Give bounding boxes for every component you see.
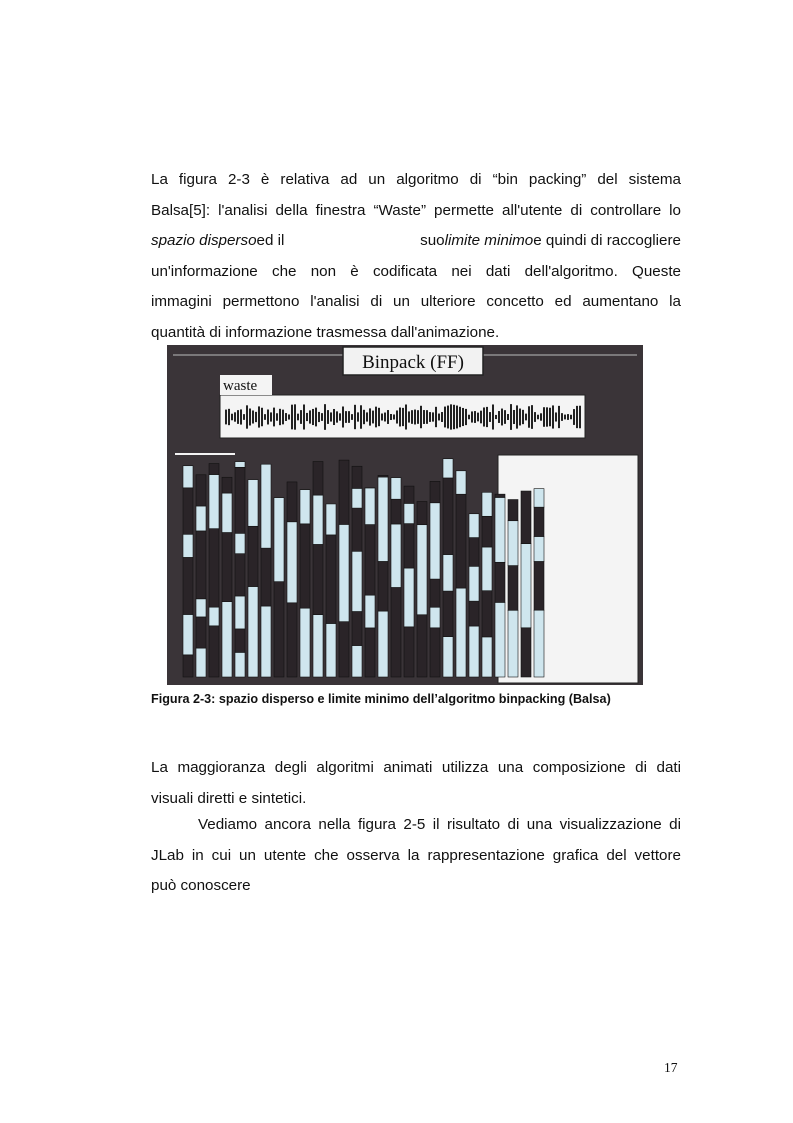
waste-spike: [522, 410, 524, 424]
paragraph-3-line-2: JLab in cui un utente che osserva la rappresentazione grafica del vettore: [151, 846, 681, 864]
bin-item: [482, 591, 492, 637]
waste-spike: [330, 412, 332, 421]
bin-item: [534, 561, 544, 610]
waste-spike: [387, 410, 389, 424]
term-limite-minimo: limite minimo: [444, 232, 534, 250]
bin-item: [391, 524, 401, 587]
text-fragment: e quindi di raccogliere: [533, 232, 681, 250]
bin-item: [443, 478, 453, 555]
bin-item: [391, 587, 401, 677]
bin-item: [261, 606, 271, 677]
page-number: 17: [664, 1060, 678, 1075]
bin-item: [222, 602, 232, 677]
bin-item: [183, 557, 193, 614]
waste-spike: [237, 410, 239, 424]
waste-spike: [297, 414, 299, 421]
bin-item: [183, 534, 193, 557]
waste-spike: [258, 406, 260, 427]
waste-spike: [351, 414, 353, 420]
waste-spike: [411, 410, 413, 424]
bin-item: [378, 477, 388, 561]
waste-spike: [393, 414, 395, 419]
waste-spike: [309, 410, 311, 423]
bin-item: [235, 596, 245, 629]
bin-item: [378, 611, 388, 677]
bin-item: [482, 492, 492, 516]
waste-spike: [414, 410, 416, 425]
bin-item: [430, 503, 440, 579]
bin-item: [209, 626, 219, 677]
waste-spike: [273, 408, 275, 427]
waste-spike: [555, 412, 557, 421]
waste-spike: [303, 404, 305, 429]
bin-item: [365, 525, 375, 596]
paragraph-1-line-6: quantità di informazione trasmessa dall'animazione.: [151, 323, 500, 341]
waste-spike: [399, 408, 401, 427]
waste-spike: [564, 415, 566, 420]
waste-spike: [471, 411, 473, 422]
waste-spike: [243, 414, 245, 420]
waste-spike: [396, 410, 398, 423]
waste-spike: [375, 407, 377, 428]
waste-spike: [315, 408, 317, 427]
bin-item: [456, 494, 466, 588]
waste-spike: [450, 404, 452, 429]
waste-spike: [426, 410, 428, 424]
waste-spike: [546, 407, 548, 426]
bin-item: [313, 462, 323, 496]
bin-item: [469, 538, 479, 567]
figure-title: Binpack (FF): [362, 352, 464, 373]
figure-binpack-screenshot: [167, 345, 643, 685]
waste-spike: [261, 408, 263, 426]
waste-spike: [381, 414, 383, 421]
waste-spike: [474, 411, 476, 423]
bin-item: [196, 506, 206, 531]
paragraph-2-line-1: La maggioranza degli algoritmi animati utilizza una composizione di dati: [151, 759, 681, 776]
waste-spike: [402, 408, 404, 426]
bin-item: [365, 488, 375, 525]
bin-item: [495, 562, 505, 602]
waste-spike: [372, 411, 374, 424]
bin-item: [469, 566, 479, 601]
paragraph-1-line-5: immagini permettono l'analisi di un ulteriore concetto ed aumentano la: [151, 293, 681, 311]
paragraph-1-line-1: La figura 2-3 è relativa ad un algoritmo di “bin packing” del sistema: [151, 171, 681, 188]
bin-item: [417, 615, 427, 677]
bin-item: [443, 637, 453, 677]
waste-spike: [354, 405, 356, 429]
waste-spike: [246, 405, 248, 428]
bin-item: [326, 535, 336, 624]
bin-item: [482, 516, 492, 547]
bin-item: [404, 568, 414, 627]
bin-item: [235, 533, 245, 553]
waste-spike: [441, 412, 443, 422]
text-fragment: ed il: [256, 232, 285, 250]
waste-spike: [507, 414, 509, 420]
bin-item: [404, 486, 414, 503]
bin-item: [378, 561, 388, 611]
waste-spike: [537, 415, 539, 420]
bin-item: [352, 488, 362, 508]
bin-item: [222, 493, 232, 532]
waste-spike: [408, 411, 410, 422]
waste-spike: [438, 414, 440, 421]
waste-spike: [306, 413, 308, 421]
bin-item: [339, 622, 349, 677]
bin-item: [287, 603, 297, 677]
bin-item: [521, 544, 531, 628]
waste-spike: [579, 406, 581, 429]
waste-spike: [327, 410, 329, 424]
waste-spike: [270, 412, 272, 421]
bin-item: [222, 477, 232, 493]
bin-item: [183, 655, 193, 677]
waste-spike: [444, 407, 446, 428]
paragraph-1: [151, 165, 681, 349]
bin-item: [248, 526, 258, 586]
bin-item: [417, 525, 427, 615]
bin-item: [430, 607, 440, 628]
bin-item: [313, 495, 323, 544]
waste-spike: [285, 413, 287, 421]
bin-item: [209, 464, 219, 475]
paragraph-3-line-3: può conoscere: [151, 877, 251, 895]
waste-spike: [264, 414, 266, 420]
bin-item: [235, 629, 245, 652]
bin-item: [235, 652, 245, 677]
waste-spike: [492, 404, 494, 429]
bin-item: [352, 508, 362, 551]
binpack-illustration: [167, 345, 643, 685]
bin-item: [352, 551, 362, 611]
waste-spike: [498, 411, 500, 423]
waste-spike: [390, 414, 392, 420]
bin-item: [456, 588, 466, 677]
waste-spike: [465, 409, 467, 425]
waste-spike: [435, 407, 437, 427]
waste-spike: [255, 412, 257, 422]
bin-item: [534, 536, 544, 561]
bin-item: [443, 459, 453, 478]
waste-spike: [318, 412, 320, 422]
waste-spike: [240, 409, 242, 424]
paragraph-2-line-2: visuali diretti e sintetici.: [151, 789, 307, 807]
bin-item: [482, 637, 492, 677]
waste-spike: [570, 415, 572, 419]
empty-bin-panel: [498, 455, 638, 683]
paragraph-1-line-3: [151, 226, 681, 257]
bin-item: [235, 462, 245, 468]
bin-item: [300, 608, 310, 677]
waste-spike: [501, 409, 503, 426]
bin-item: [417, 501, 427, 524]
waste-spike: [495, 415, 497, 419]
bin-item: [495, 494, 505, 497]
bin-item: [196, 599, 206, 617]
paragraph-1-line-2: Balsa[5]: l'analisi della finestra “Waste” permette all'utente di controllare lo: [151, 201, 681, 219]
waste-spike: [276, 413, 278, 420]
bin-item: [248, 587, 258, 677]
waste-spike: [456, 406, 458, 429]
waste-spike: [228, 409, 230, 425]
bin-item: [469, 626, 479, 677]
waste-spike: [225, 410, 227, 425]
waste-spike: [321, 413, 323, 421]
bin-item: [365, 595, 375, 628]
bin-item: [443, 591, 453, 637]
waste-spike: [279, 409, 281, 425]
bin-item: [534, 507, 544, 536]
paragraph-3-line-1: Vediamo ancora nella figura 2-5 il risultato di una visualizzazione di: [198, 816, 681, 833]
waste-spike: [342, 406, 344, 427]
waste-spike: [525, 414, 527, 421]
waste-label: waste: [223, 378, 258, 394]
bin-item: [365, 628, 375, 677]
bin-item: [430, 628, 440, 677]
term-spazio-disperso: spazio disperso: [151, 232, 257, 250]
waste-spike: [324, 404, 326, 430]
bin-item: [404, 524, 414, 568]
bin-item: [352, 466, 362, 488]
waste-spike: [357, 412, 359, 421]
bin-item: [209, 475, 219, 529]
waste-spike: [513, 410, 515, 424]
waste-spike: [489, 412, 491, 422]
bin-item: [183, 614, 193, 654]
waste-spike: [552, 405, 554, 428]
waste-spike: [333, 409, 335, 425]
bin-item: [274, 498, 284, 582]
waste-spike: [558, 406, 560, 428]
bin-item: [300, 490, 310, 524]
waste-spike: [483, 407, 485, 426]
waste-spike: [348, 411, 350, 423]
bin-item: [261, 464, 271, 548]
bin-item: [287, 482, 297, 522]
bin-item: [339, 460, 349, 524]
waste-spike: [510, 404, 512, 430]
waste-spike: [486, 407, 488, 427]
bin-item: [274, 582, 284, 677]
waste-spike: [360, 405, 362, 428]
waste-spike: [234, 412, 236, 421]
bin-item: [534, 610, 544, 677]
bin-item: [313, 615, 323, 677]
bin-item: [222, 533, 232, 602]
bin-item: [404, 503, 414, 523]
bin-item: [313, 544, 323, 614]
figure-caption: Figura 2-3: spazio disperso e limite minimo dell’algoritmo binpacking (Balsa): [151, 692, 611, 706]
paragraph-1-line-4: un'informazione che non è codificata nei dati dell'algoritmo. Queste: [151, 262, 681, 280]
bin-item: [248, 480, 258, 527]
waste-spike: [384, 413, 386, 422]
waste-spike: [420, 406, 422, 428]
waste-spike: [573, 409, 575, 425]
waste-spike: [294, 404, 296, 429]
bin-item: [508, 521, 518, 566]
bin-item: [352, 646, 362, 677]
waste-spike: [549, 408, 551, 427]
waste-spike: [336, 411, 338, 422]
bin-item: [469, 514, 479, 538]
bin-item: [430, 481, 440, 502]
waste-spike: [378, 408, 380, 426]
bin-item: [339, 524, 349, 621]
bin-item: [183, 466, 193, 488]
waste-spike: [267, 410, 269, 425]
waste-spike: [519, 409, 521, 426]
waste-spike: [462, 408, 464, 426]
waste-spike: [480, 411, 482, 424]
waste-spike: [252, 410, 254, 423]
bin-item: [261, 548, 271, 606]
bin-item: [326, 623, 336, 677]
bin-item: [508, 610, 518, 677]
waste-spike: [576, 406, 578, 428]
waste-spike: [504, 410, 506, 424]
waste-spike: [528, 406, 530, 427]
bin-item: [469, 601, 479, 626]
bin-item: [430, 579, 440, 607]
bin-item: [183, 488, 193, 534]
waste-spike: [366, 412, 368, 421]
waste-spike: [288, 414, 290, 419]
bin-item: [456, 471, 466, 494]
waste-spike: [300, 410, 302, 424]
bin-item: [508, 500, 518, 521]
bin-item: [482, 547, 492, 591]
waste-spike: [567, 414, 569, 420]
paragraph-3: [151, 810, 681, 902]
bin-item: [196, 475, 206, 506]
waste-spike: [417, 410, 419, 424]
bin-item: [404, 627, 414, 677]
waste-spike: [432, 412, 434, 421]
bin-item: [196, 648, 206, 677]
waste-spike: [453, 405, 455, 429]
bin-item: [352, 612, 362, 646]
waste-spike: [282, 410, 284, 425]
bin-item: [521, 628, 531, 677]
bin-item: [235, 554, 245, 596]
paragraph-2: [151, 753, 681, 814]
waste-spike: [231, 414, 233, 421]
waste-spike: [405, 404, 407, 429]
text-fragment: suo: [420, 232, 445, 250]
bin-item: [235, 467, 245, 533]
waste-spike: [540, 413, 542, 420]
bin-item: [326, 504, 336, 535]
waste-spike: [423, 410, 425, 424]
bin-item: [391, 499, 401, 524]
waste-spike: [516, 405, 518, 428]
waste-spike: [363, 410, 365, 424]
waste-spike: [249, 409, 251, 426]
bin-item: [209, 607, 219, 626]
bin-item: [443, 555, 453, 592]
waste-spike: [531, 405, 533, 429]
waste-spike: [369, 408, 371, 425]
bin-item: [495, 602, 505, 677]
bin-item: [495, 497, 505, 562]
bin-item: [209, 529, 219, 608]
bin-item: [378, 475, 388, 477]
bin-item: [300, 524, 310, 608]
waste-spike: [312, 409, 314, 425]
waste-spike: [447, 406, 449, 429]
bin-item: [508, 566, 518, 611]
waste-spike: [339, 413, 341, 420]
bin-item: [196, 617, 206, 648]
waste-spike: [291, 405, 293, 430]
bin-item: [287, 522, 297, 603]
waste-spike: [468, 415, 470, 420]
bin-item: [391, 478, 401, 500]
waste-spike: [534, 412, 536, 422]
waste-spike: [459, 407, 461, 427]
waste-spike: [477, 413, 479, 422]
waste-spike: [429, 412, 431, 422]
waste-spike: [345, 411, 347, 423]
waste-spike: [543, 407, 545, 427]
bin-item: [521, 491, 531, 544]
bin-item: [196, 531, 206, 599]
bin-item: [534, 489, 544, 508]
waste-spike: [561, 413, 563, 421]
